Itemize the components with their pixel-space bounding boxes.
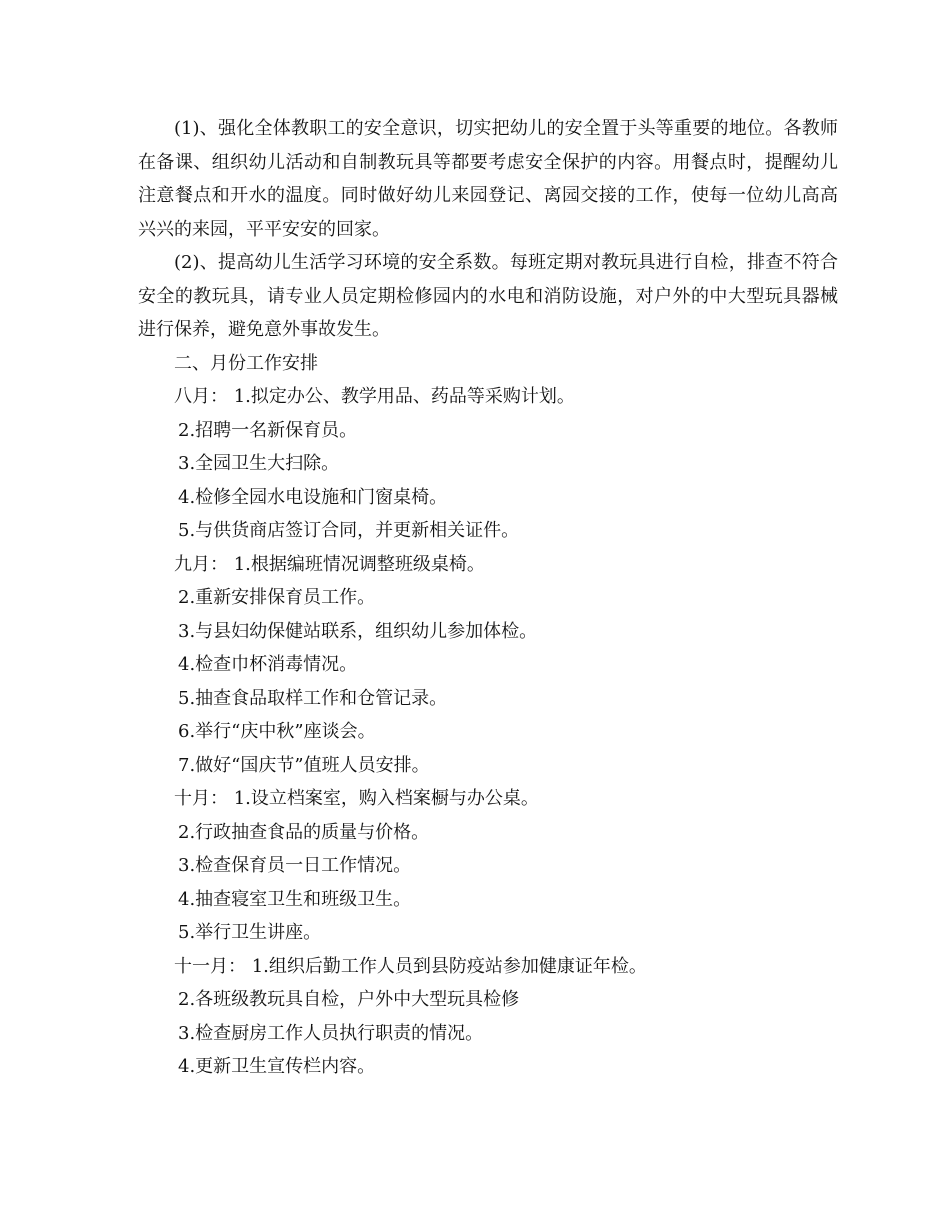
list-item: 3.全园卫生大扫除。 (178, 453, 340, 474)
list-item: 2.重新安排保育员工作。 (178, 587, 376, 608)
section-heading: 二、月份工作安排 (174, 352, 318, 374)
list-item: 4.检修全园水电设施和门窗桌椅。 (178, 486, 448, 508)
list-item: 7.做好“国庆节”值班人员安排。 (178, 754, 430, 776)
list-item: 3.检查保育员一日工作情况。 (178, 855, 412, 876)
list-item: 6.举行“庆中秋”座谈会。 (178, 721, 376, 742)
month-september-line: 九月： 1.根据编班情况调整班级桌椅。 (174, 553, 485, 575)
list-item: 3.与县妇幼保健站联系，组织幼儿参加体检。 (178, 620, 538, 642)
list-item: 5.举行卫生讲座。 (178, 922, 322, 943)
list-item: 3.检查厨房工作人员执行职责的情况。 (178, 1022, 484, 1044)
paragraph-safety-awareness: (1)、强化全体教职工的安全意识，切实把幼儿的安全置于头等重要的地位。各教师在备课、组织幼儿活动和自制教玩具等都要考虑安全保护的内容。用餐点时，提醒幼儿注意餐点和开水的温度。同时做好幼儿来园登记、离园交接的工作，使每一位幼儿高高兴兴的来园，平平安安的回家。 (138, 118, 838, 240)
list-item: 4.检查巾杯消毒情况。 (178, 654, 358, 675)
list-item: 2.行政抽查食品的质量与价格。 (178, 821, 430, 843)
list-item: 2.各班级教玩具自检，户外中大型玩具检修 (178, 989, 520, 1010)
month-october-line: 十月： 1.设立档案室，购入档案橱与办公桌。 (174, 788, 539, 809)
month-august-line: 八月： 1.拟定办公、教学用品、药品等采购计划。 (174, 386, 575, 407)
document-body (138, 112, 838, 1084)
list-item: 4.更新卫生宣传栏内容。 (178, 1056, 376, 1077)
list-item: 5.抽查食品取样工作和仓管记录。 (178, 687, 448, 709)
list-item: 2.招聘一名新保育员。 (178, 419, 358, 441)
month-november-line: 十一月： 1.组织后勤工作人员到县防疫站参加健康证年检。 (174, 955, 647, 977)
list-item: 4.抽查寝室卫生和班级卫生。 (178, 888, 412, 910)
list-item: 5.与供货商店签订合同，并更新相关证件。 (178, 520, 520, 541)
paragraph-safety-environment: (2)、提高幼儿生活学习环境的安全系数。每班定期对教玩具进行自检，排查不符合安全的教玩具，请专业人员定期检修园内的水电和消防设施，对户外的中大型玩具器械进行保养，避免意外事故发生。 (138, 252, 838, 340)
